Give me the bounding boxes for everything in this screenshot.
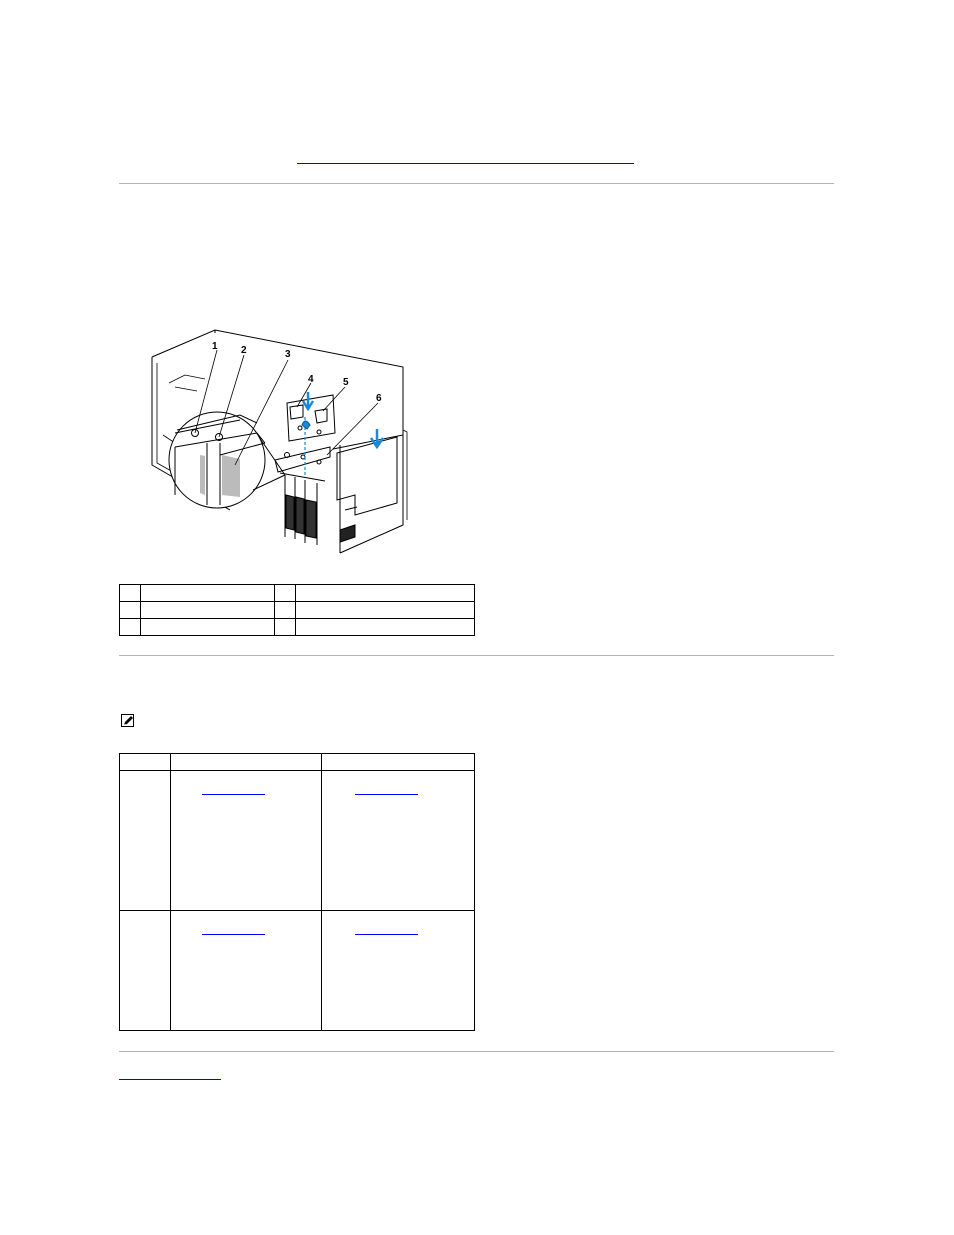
card-retention-figure (145, 325, 415, 555)
table-row (120, 911, 475, 1031)
slot-table-link-r2-c3[interactable] (355, 934, 418, 935)
slot-table-link-r1-c3[interactable] (355, 794, 418, 795)
table-row (120, 585, 475, 602)
section-divider-1 (119, 183, 834, 184)
section-divider-3 (119, 1051, 834, 1052)
callout-2: 2 (241, 345, 247, 356)
callout-1: 1 (212, 341, 218, 352)
callout-6: 6 (376, 393, 382, 404)
table-row (120, 771, 475, 911)
slot-table (119, 753, 475, 1031)
callout-4: 4 (308, 374, 314, 385)
bottom-link[interactable] (119, 1079, 221, 1080)
section-divider-2 (119, 655, 834, 656)
table-header-row (120, 754, 475, 771)
top-link[interactable] (297, 163, 634, 164)
callout-5: 5 (343, 377, 349, 388)
note-pencil-icon (121, 714, 135, 728)
slot-table-link-r2-c2[interactable] (202, 934, 265, 935)
slot-table-link-r1-c2[interactable] (202, 794, 265, 795)
callout-3: 3 (285, 349, 291, 360)
table-row (120, 619, 475, 636)
table-row (120, 602, 475, 619)
callout-legend-table (119, 584, 475, 636)
